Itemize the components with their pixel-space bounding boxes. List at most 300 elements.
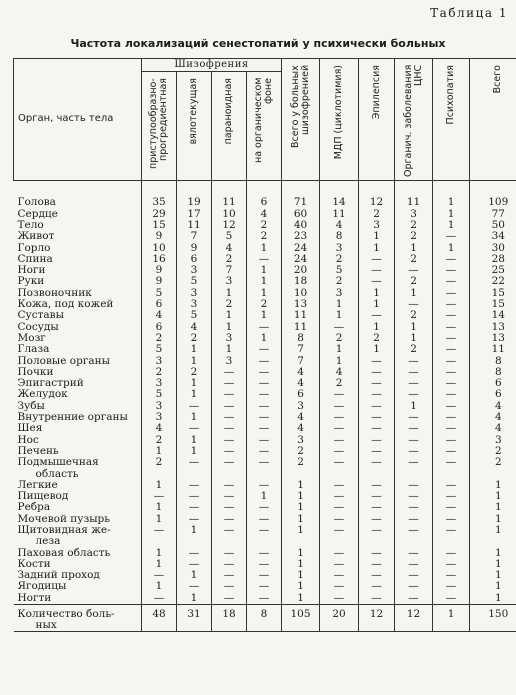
- table-cell: 2: [395, 344, 433, 355]
- table-cell: 1: [177, 434, 212, 445]
- table-cell: —: [433, 513, 470, 524]
- table-cell: —: [395, 581, 433, 592]
- table-cell: —: [320, 434, 359, 445]
- table-cell: 4: [320, 220, 359, 231]
- table-cell: —: [433, 321, 470, 332]
- table-cell: 3: [395, 208, 433, 219]
- table-cell: [359, 468, 395, 479]
- total-cell: 31: [177, 604, 212, 620]
- table-cell: [433, 468, 470, 479]
- table-cell: 3: [142, 400, 177, 411]
- table-row: [14, 491, 516, 502]
- total-cell: 20: [320, 604, 359, 620]
- table-cell: —: [395, 434, 433, 445]
- table-cell: 2: [395, 220, 433, 231]
- table-cell: —: [395, 423, 433, 434]
- table-cell: —: [433, 344, 470, 355]
- table-cell: 5: [320, 265, 359, 276]
- table-cell: —: [433, 525, 470, 536]
- table-row: [14, 513, 516, 524]
- schizophrenia-group-header: Шизофрения: [142, 59, 282, 72]
- table-cell: 25: [470, 265, 516, 276]
- table-cell: 3: [320, 287, 359, 298]
- table-cell: —: [212, 366, 247, 377]
- table-cell: —: [247, 592, 282, 604]
- table-row: [14, 479, 516, 490]
- table-cell: 1: [142, 502, 177, 513]
- table-cell: 5: [177, 310, 212, 321]
- table-cell: —: [433, 446, 470, 457]
- table-cell: 1: [142, 559, 177, 570]
- table-cell: —: [212, 434, 247, 445]
- table-cell: 1: [359, 231, 395, 242]
- table-row: [14, 265, 516, 276]
- table-row: [14, 547, 516, 558]
- table-cell: 11: [282, 321, 320, 332]
- table-cell: —: [320, 547, 359, 558]
- table-cell: —: [359, 457, 395, 468]
- table-cell: —: [212, 592, 247, 604]
- table-cell: —: [433, 547, 470, 558]
- table-cell: 1: [177, 592, 212, 604]
- table-cell: —: [433, 389, 470, 400]
- table-cell: 4: [282, 378, 320, 389]
- table-cell: —: [433, 333, 470, 344]
- table-cell: 10: [142, 242, 177, 253]
- table-cell: —: [177, 457, 212, 468]
- table-cell: —: [433, 423, 470, 434]
- table-cell: 1: [470, 513, 516, 524]
- row-label: Щитовидная же-: [17, 524, 111, 536]
- table-row: [14, 446, 516, 457]
- table-cell: —: [212, 581, 247, 592]
- table-cell: —: [177, 491, 212, 502]
- table-cell: —: [320, 479, 359, 490]
- table-row: [14, 592, 516, 604]
- table-cell: 15: [470, 287, 516, 298]
- table-cell: 1: [359, 344, 395, 355]
- table-cell: 1: [433, 181, 470, 209]
- table-cell: 1: [470, 525, 516, 536]
- col-header-organic-background: на органическом фоне: [247, 72, 282, 181]
- table-row: [14, 389, 516, 400]
- row-label: Печень: [17, 445, 59, 457]
- table-cell: 2: [320, 276, 359, 287]
- table-cell: 2: [247, 299, 282, 310]
- total-label-continuation: ных: [35, 619, 57, 631]
- table-cell: —: [247, 321, 282, 332]
- table-cell: —: [320, 570, 359, 581]
- row-label: Сердце: [17, 208, 58, 220]
- table-cell: 8: [320, 231, 359, 242]
- row-label: Нос: [17, 434, 39, 446]
- row-label: Горло: [17, 242, 51, 254]
- table-cell: —: [359, 423, 395, 434]
- table-cell: [247, 468, 282, 479]
- table-cell: —: [433, 355, 470, 366]
- table-row: [14, 366, 516, 377]
- table-cell: 1: [212, 310, 247, 321]
- total-cell: 1: [433, 604, 470, 620]
- table-cell: —: [433, 378, 470, 389]
- table-cell: [282, 536, 320, 547]
- table-cell: —: [395, 592, 433, 604]
- table-cell: —: [359, 502, 395, 513]
- table-cell: 12: [359, 181, 395, 209]
- table-cell: —: [177, 581, 212, 592]
- table-cell: —: [177, 479, 212, 490]
- table-cell: 1: [320, 355, 359, 366]
- table-cell: 16: [142, 253, 177, 264]
- organ-header: Орган, часть тела: [14, 59, 142, 181]
- table-row: [14, 412, 516, 423]
- table-cell: —: [433, 491, 470, 502]
- table-cell: —: [247, 581, 282, 592]
- table-row: [14, 457, 516, 468]
- table-cell: 3: [177, 287, 212, 298]
- table-cell: —: [433, 287, 470, 298]
- table-cell: —: [212, 423, 247, 434]
- table-cell: 30: [470, 242, 516, 253]
- row-label: Легкие: [17, 479, 58, 491]
- table-cell: —: [212, 491, 247, 502]
- table-cell: 1: [282, 502, 320, 513]
- row-label: Ребра: [17, 502, 51, 514]
- total-label: Количество боль-: [14, 604, 142, 620]
- table-cell: —: [320, 321, 359, 332]
- table-cell: 2: [247, 231, 282, 242]
- col-header-psychopathy: Психопатия: [433, 59, 470, 181]
- table-cell: —: [247, 479, 282, 490]
- row-label: Тело: [17, 219, 44, 231]
- table-cell: —: [359, 491, 395, 502]
- table-cell: 3: [177, 299, 212, 310]
- table-cell: 5: [142, 344, 177, 355]
- table-cell: 13: [282, 299, 320, 310]
- table-cell: 1: [247, 491, 282, 502]
- table-row: [14, 570, 516, 581]
- table-cell: 1: [142, 581, 177, 592]
- table-cell: [142, 468, 177, 479]
- table-cell: —: [247, 446, 282, 457]
- table-cell: 3: [177, 265, 212, 276]
- table-cell: 6: [247, 181, 282, 209]
- table-cell: —: [359, 434, 395, 445]
- table-cell: —: [395, 366, 433, 377]
- table-cell: —: [247, 366, 282, 377]
- table-row: [14, 581, 516, 592]
- table-cell: —: [395, 299, 433, 310]
- table-cell: —: [359, 547, 395, 558]
- table-cell: 10: [212, 208, 247, 219]
- total-cell: 18: [212, 604, 247, 620]
- table-cell: 3: [142, 412, 177, 423]
- table-cell: 1: [433, 242, 470, 253]
- table-cell: 17: [177, 208, 212, 219]
- table-cell: —: [433, 457, 470, 468]
- row-label: Ногти: [17, 592, 52, 604]
- table-cell: 7: [282, 344, 320, 355]
- row-label: Позвоночник: [17, 287, 92, 299]
- table-cell: 2: [142, 366, 177, 377]
- table-cell: 9: [142, 265, 177, 276]
- table-cell: 2: [142, 457, 177, 468]
- table-cell: 4: [470, 412, 516, 423]
- table-cell: 3: [470, 434, 516, 445]
- table-row: [14, 276, 516, 287]
- table-row: [14, 287, 516, 298]
- table-cell: —: [395, 412, 433, 423]
- total-cell: 105: [282, 604, 320, 620]
- table-cell: —: [433, 434, 470, 445]
- table-cell: —: [247, 559, 282, 570]
- table-cell: —: [433, 570, 470, 581]
- row-label: Подмышечная: [17, 456, 99, 469]
- table-cell: 1: [247, 265, 282, 276]
- table-cell: —: [395, 547, 433, 558]
- table-cell: —: [212, 525, 247, 536]
- table-row: [14, 502, 516, 513]
- col-header-organic: Органич. заболевания ЦНС: [395, 59, 433, 181]
- table-cell: —: [433, 253, 470, 264]
- table-cell: 1: [247, 287, 282, 298]
- table-cell: —: [320, 423, 359, 434]
- table-cell: 2: [320, 333, 359, 344]
- table-cell: 11: [212, 181, 247, 209]
- row-label: Шея: [17, 422, 43, 435]
- table-cell: [247, 536, 282, 547]
- table-cell: 1: [282, 479, 320, 490]
- table-cell: 1: [359, 321, 395, 332]
- row-label: Кости: [17, 558, 51, 570]
- table-cell: 13: [470, 321, 516, 332]
- table-cell: 1: [433, 208, 470, 219]
- table-number: Таблица 1: [430, 6, 508, 20]
- table-cell: 1: [177, 570, 212, 581]
- table-cell: 1: [359, 287, 395, 298]
- table-cell: —: [247, 355, 282, 366]
- table-row: [14, 299, 516, 310]
- table-cell: 9: [177, 242, 212, 253]
- table-cell: —: [142, 570, 177, 581]
- table-cell: —: [247, 378, 282, 389]
- total-row: [14, 604, 516, 620]
- table-cell: 1: [282, 513, 320, 524]
- table-cell: 1: [142, 446, 177, 457]
- table-cell: 1: [142, 479, 177, 490]
- table-row: [14, 181, 516, 209]
- table-cell: 50: [470, 220, 516, 231]
- total-row-continuation: [14, 620, 516, 632]
- table-cell: —: [359, 253, 395, 264]
- col-header-mdp: МДП (циклотимия): [320, 59, 359, 181]
- table-cell: 15: [142, 220, 177, 231]
- table-cell: 35: [142, 181, 177, 209]
- table-cell: —: [320, 502, 359, 513]
- table-cell: [470, 536, 516, 547]
- table-cell: —: [359, 276, 395, 287]
- table-cell: 8: [470, 355, 516, 366]
- table-cell: —: [142, 525, 177, 536]
- table-cell: 11: [395, 181, 433, 209]
- table-cell: 1: [142, 513, 177, 524]
- table-cell: 5: [212, 231, 247, 242]
- table-cell: —: [395, 265, 433, 276]
- table-row: [14, 536, 516, 547]
- table-cell: —: [320, 412, 359, 423]
- table-cell: 1: [470, 570, 516, 581]
- table-cell: —: [359, 446, 395, 457]
- table-cell: 3: [142, 378, 177, 389]
- table-cell: 4: [320, 366, 359, 377]
- table-cell: 1: [470, 581, 516, 592]
- table-cell: —: [142, 491, 177, 502]
- table-cell: —: [433, 592, 470, 604]
- table-cell: —: [359, 400, 395, 411]
- table-cell: 8: [282, 333, 320, 344]
- row-label: Внутренние органы: [17, 411, 128, 423]
- table-cell: 11: [320, 208, 359, 219]
- table-cell: —: [395, 457, 433, 468]
- table-row: [14, 333, 516, 344]
- col-header-schizo-total: Всего у больных шизофренией: [282, 59, 320, 181]
- table-row: [14, 525, 516, 536]
- table-cell: [282, 468, 320, 479]
- table-row: [14, 344, 516, 355]
- table-row: [14, 208, 516, 219]
- table-row: [14, 559, 516, 570]
- table-row: [14, 355, 516, 366]
- table-cell: —: [247, 400, 282, 411]
- table-cell: 11: [177, 220, 212, 231]
- table-cell: —: [433, 231, 470, 242]
- table-cell: —: [433, 310, 470, 321]
- total-cell: 12: [359, 604, 395, 620]
- table-cell: [212, 536, 247, 547]
- table-cell: 2: [320, 378, 359, 389]
- table-cell: —: [395, 525, 433, 536]
- table-cell: 2: [359, 208, 395, 219]
- total-cell: 12: [395, 604, 433, 620]
- row-label: Суставы: [17, 309, 64, 322]
- table-row: [14, 310, 516, 321]
- table-cell: —: [395, 378, 433, 389]
- table-cell: —: [433, 400, 470, 411]
- table-cell: 7: [212, 265, 247, 276]
- table-cell: 1: [395, 400, 433, 411]
- table-row: [14, 378, 516, 389]
- table-cell: —: [320, 513, 359, 524]
- table-cell: 1: [282, 547, 320, 558]
- row-label: Задний проход: [17, 569, 100, 582]
- table-cell: —: [320, 581, 359, 592]
- table-cell: 2: [320, 253, 359, 264]
- table-cell: 1: [470, 547, 516, 558]
- row-label: Голова: [17, 196, 56, 209]
- table-cell: 5: [177, 276, 212, 287]
- table-cell: —: [212, 479, 247, 490]
- table-cell: —: [247, 389, 282, 400]
- table-cell: 1: [177, 412, 212, 423]
- table-cell: —: [247, 423, 282, 434]
- table-cell: —: [320, 457, 359, 468]
- table-cell: 1: [247, 242, 282, 253]
- table-cell: 1: [282, 525, 320, 536]
- table-cell: 4: [247, 208, 282, 219]
- table-cell: [470, 468, 516, 479]
- table-cell: —: [359, 525, 395, 536]
- table-cell: —: [212, 412, 247, 423]
- table-cell: —: [395, 491, 433, 502]
- table-cell: 3: [212, 276, 247, 287]
- table-cell: 19: [177, 181, 212, 209]
- table-cell: 1: [177, 525, 212, 536]
- table-cell: 2: [282, 457, 320, 468]
- table-cell: —: [320, 389, 359, 400]
- table-cell: 20: [282, 265, 320, 276]
- table-cell: [142, 536, 177, 547]
- table-cell: 1: [247, 310, 282, 321]
- table-cell: 4: [142, 423, 177, 434]
- total-cell: 48: [142, 604, 177, 620]
- row-label: Ноги: [17, 264, 46, 277]
- table-cell: —: [395, 513, 433, 524]
- table-cell: —: [212, 446, 247, 457]
- table-cell: 22: [470, 276, 516, 287]
- row-label: Спина: [17, 253, 53, 265]
- table-cell: 23: [282, 231, 320, 242]
- table-cell: —: [359, 581, 395, 592]
- row-label: Мочевой пузырь: [17, 513, 110, 525]
- table-cell: 2: [212, 299, 247, 310]
- row-label: Зубы: [17, 400, 45, 412]
- table-cell: 29: [142, 208, 177, 219]
- table-cell: [212, 468, 247, 479]
- table-cell: —: [359, 310, 395, 321]
- table-cell: [177, 468, 212, 479]
- table-cell: 1: [282, 491, 320, 502]
- table-cell: 1: [142, 547, 177, 558]
- table-cell: 3: [320, 242, 359, 253]
- table-cell: 77: [470, 208, 516, 219]
- table-cell: —: [320, 525, 359, 536]
- table-cell: 1: [212, 321, 247, 332]
- table-cell: 14: [320, 181, 359, 209]
- table-cell: 1: [395, 333, 433, 344]
- table-row: [14, 423, 516, 434]
- row-label: Почки: [17, 366, 54, 378]
- table-cell: 1: [212, 287, 247, 298]
- table-cell: 4: [212, 242, 247, 253]
- table-cell: —: [177, 513, 212, 524]
- row-label: Живот: [17, 230, 55, 243]
- table-row: [14, 468, 516, 479]
- table-row: [14, 434, 516, 445]
- table-cell: 7: [282, 355, 320, 366]
- table-cell: 1: [470, 502, 516, 513]
- table-cell: 60: [282, 208, 320, 219]
- table-row: [14, 220, 516, 231]
- table-cell: 1: [177, 389, 212, 400]
- table-cell: 24: [282, 242, 320, 253]
- table-cell: 3: [212, 355, 247, 366]
- row-label: Кожа, под кожей: [17, 298, 114, 310]
- table-cell: —: [177, 559, 212, 570]
- table-cell: —: [395, 559, 433, 570]
- table-cell: —: [359, 412, 395, 423]
- table-cell: 4: [177, 321, 212, 332]
- table-cell: —: [359, 355, 395, 366]
